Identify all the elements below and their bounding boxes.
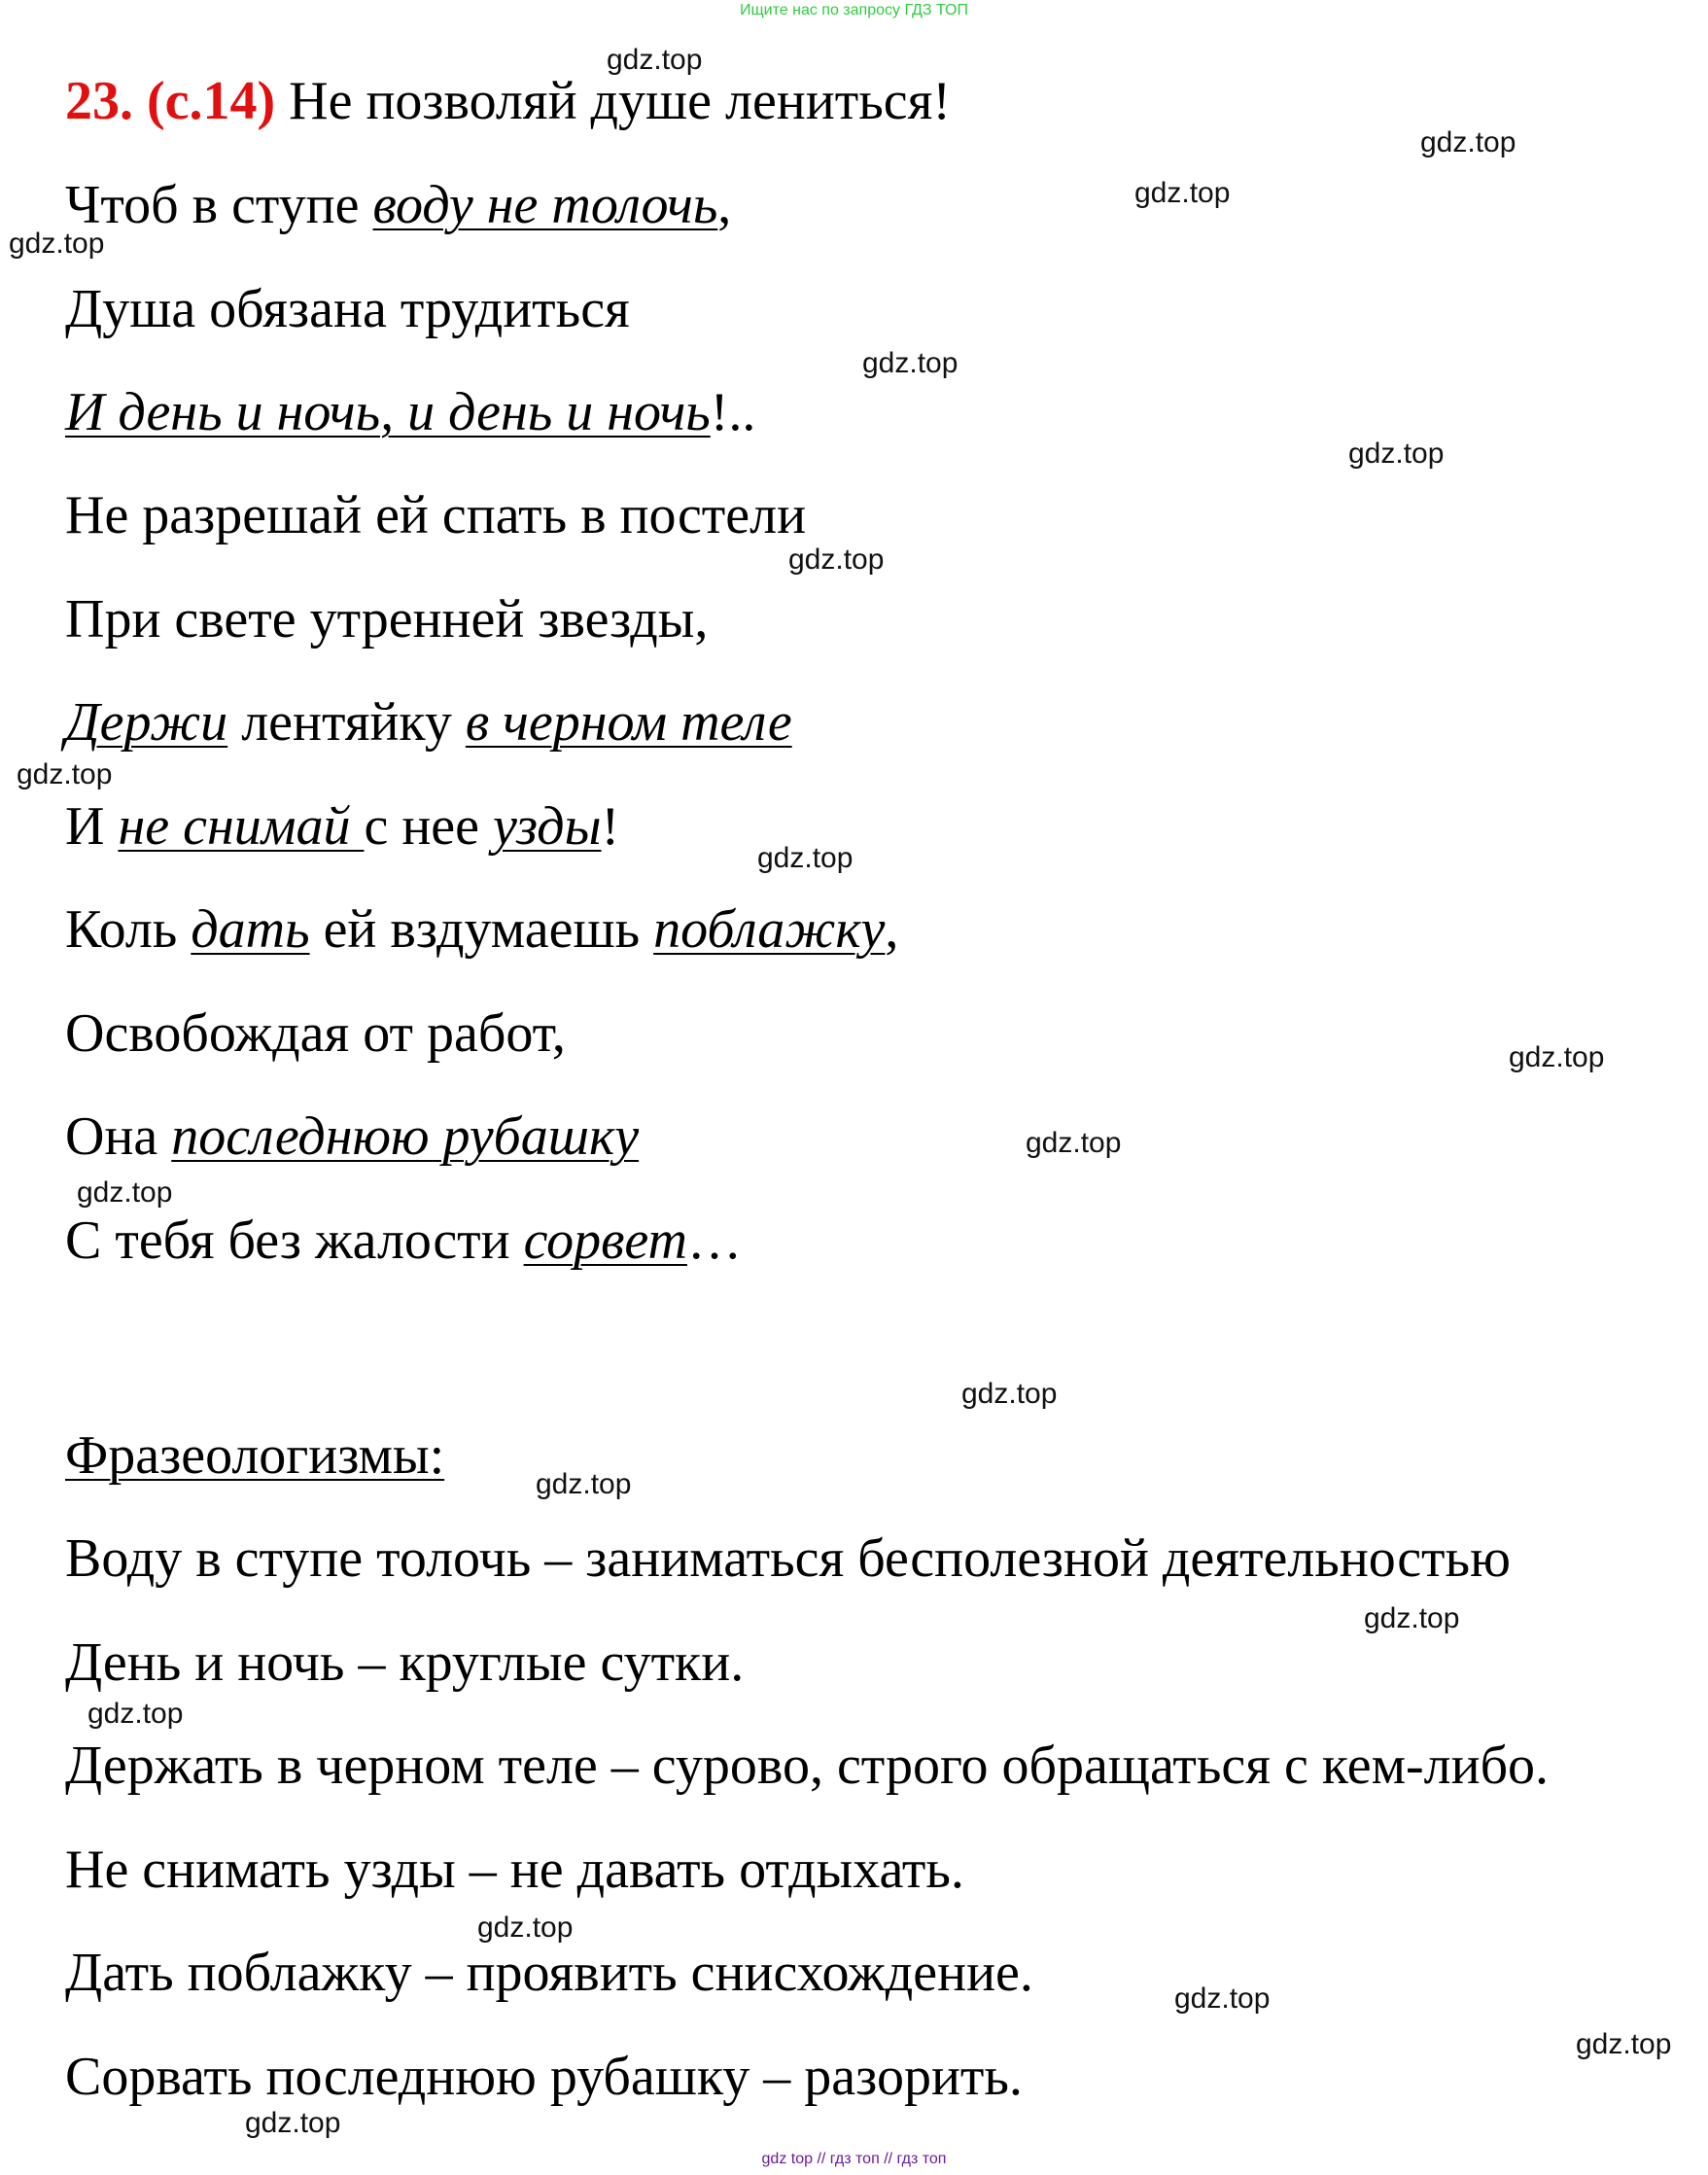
poem-line-4: Не разрешай ей спать в постели — [65, 485, 807, 545]
idiom-highlight: последнюю рубашку — [171, 1106, 640, 1167]
text-fragment: , — [717, 175, 732, 235]
watermark: gdz.top — [1134, 177, 1231, 209]
watermark: gdz.top — [77, 1176, 173, 1209]
idiom-highlight: в черном теле — [465, 692, 792, 753]
text-fragment: с нее — [364, 796, 494, 857]
watermark: gdz.top — [1509, 1041, 1605, 1073]
watermark: gdz.top — [788, 544, 885, 576]
idiom-highlight: поблажку — [653, 899, 886, 960]
watermark: gdz.top — [607, 44, 703, 76]
text-fragment: Коль — [65, 899, 192, 960]
poem-title: Не позволяй душе лениться! — [289, 71, 952, 131]
idiom-highlight: И день и ночь, и день и ночь — [65, 382, 711, 442]
text-fragment: !.. — [710, 382, 756, 442]
text-fragment: , — [885, 899, 899, 960]
idiom-highlight: сорвет — [523, 1210, 687, 1271]
text-fragment: И — [65, 796, 119, 857]
text-fragment: С тебя без жалости — [65, 1210, 524, 1271]
watermark: gdz.top — [17, 758, 113, 790]
watermark: gdz.top — [1576, 2028, 1672, 2060]
text-fragment: Она — [65, 1106, 172, 1167]
poem-line-1 — [65, 174, 731, 236]
watermark: gdz.top — [1174, 1982, 1271, 2015]
idiom-highlight: воду не толочь — [372, 175, 718, 235]
text-fragment: Чтоб в ступе — [65, 175, 373, 235]
idiom-highlight: не снимай — [118, 796, 365, 857]
watermark: gdz.top — [862, 347, 959, 379]
text-fragment: ей вздумаешь — [309, 899, 654, 960]
phraseology-item: День и ночь – круглые сутки. — [65, 1632, 745, 1693]
watermark: gdz.top — [1364, 1602, 1460, 1634]
phraseology-item: Держать в черном теле – сурово, строго обращаться с кем-либо. — [65, 1736, 1550, 1796]
watermark: gdz.top — [536, 1468, 632, 1500]
exercise-number: 23. (с.14) — [65, 71, 276, 131]
text-fragment: … — [686, 1210, 742, 1271]
idiom-highlight: дать — [191, 899, 310, 960]
idiom-highlight: узды — [493, 796, 602, 857]
poem-line-2: Душа обязана трудиться — [65, 279, 630, 339]
watermark: gdz.top — [757, 842, 854, 874]
watermark: gdz.top — [477, 1912, 574, 1944]
poem-line-5: При свете утренней звезды, — [65, 589, 709, 649]
poem-line-9: Освобождая от работ, — [65, 1003, 566, 1064]
text-fragment: лентяйку — [227, 692, 466, 753]
poem-line-8 — [65, 898, 898, 961]
phraseology-item: Дать поблажку – проявить снисхождение. — [65, 1943, 1033, 2003]
phraseology-heading: Фразеологизмы: — [65, 1425, 445, 1486]
watermark: gdz.top — [1420, 126, 1516, 158]
poem-line-6 — [65, 691, 792, 754]
search-banner: Ищите нас по запросу ГДЗ ТОП — [740, 2, 968, 18]
text-fragment: ! — [601, 796, 620, 857]
watermark: gdz.top — [1026, 1127, 1122, 1159]
poem-line-3 — [65, 381, 755, 443]
watermark: gdz.top — [1348, 438, 1445, 470]
watermark: gdz.top — [961, 1378, 1058, 1410]
phraseology-item: Не снимать узды – не давать отдыхать. — [65, 1840, 964, 1900]
footer-links: gdz top // гдз топ // гдз топ — [761, 2151, 947, 2167]
poem-line-11 — [65, 1210, 742, 1272]
exercise-title — [65, 70, 951, 132]
idiom-highlight: Держи — [65, 692, 228, 753]
phraseology-item: Сорвать последнюю рубашку – разорить. — [65, 2047, 1023, 2107]
watermark: gdz.top — [87, 1698, 184, 1730]
poem-line-7 — [65, 795, 619, 858]
watermark: gdz.top — [9, 228, 105, 260]
phraseology-item: Воду в ступе толочь – заниматься бесполезной деятельностью — [65, 1528, 1511, 1589]
poem-line-10 — [65, 1105, 639, 1168]
watermark: gdz.top — [245, 2107, 341, 2139]
